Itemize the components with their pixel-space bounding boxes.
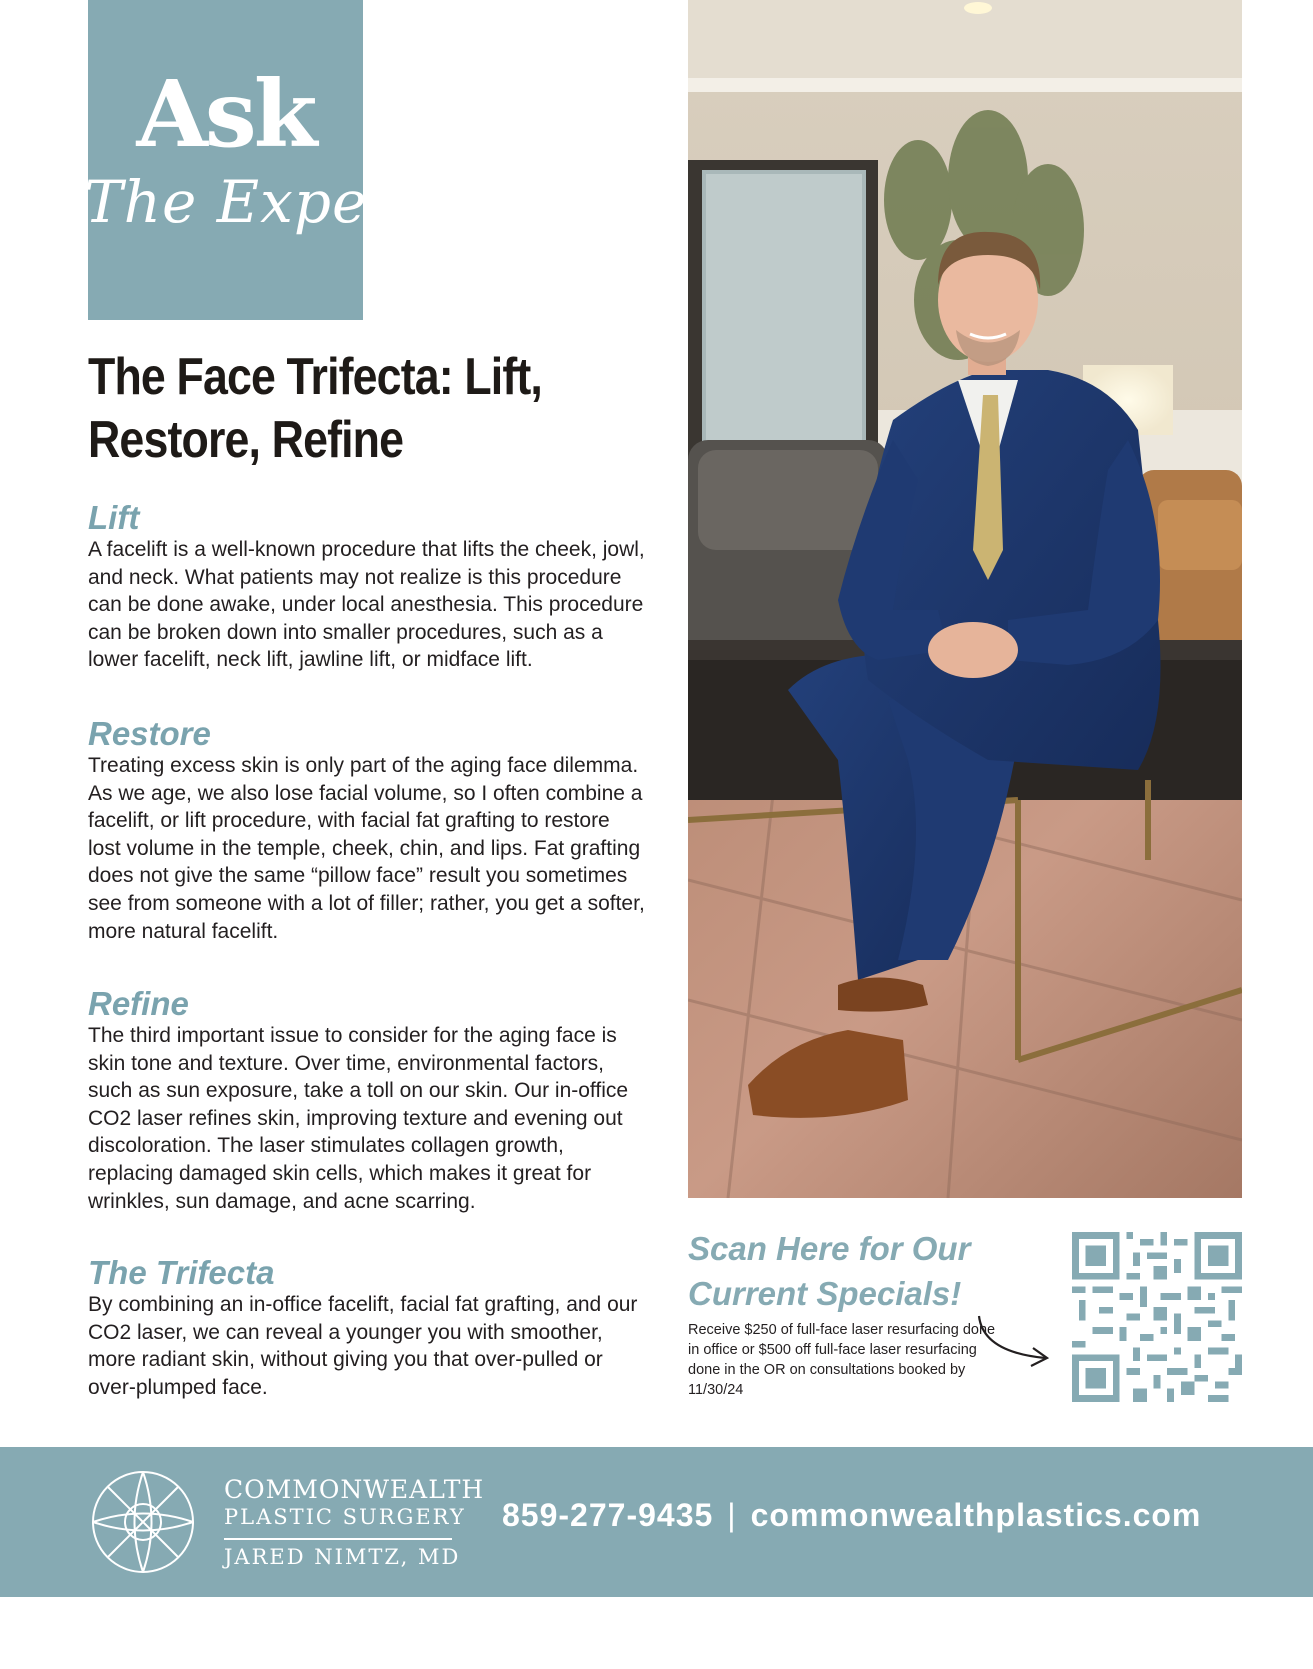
logo-line-plastic-surgery: PLASTIC SURGERY	[224, 1505, 466, 1529]
section-body: Treating excess skin is only part of the aging face dilemma. As we age, we also lose facial volume, so I often combine a facelift, or lift procedure, with facial fat grafting to restore lost volume in the temple, cheek, chin, and lips. Fat grafting does not give the same “pillow face” result you sometimes see from someone with a lot of filler; rather, you get a softer, more natural facelift.	[88, 754, 645, 943]
section-heading: Refine	[88, 985, 189, 1022]
section-heading: Restore	[88, 715, 211, 752]
curved-arrow-icon	[975, 1312, 1055, 1372]
ask-the-expert-banner	[84, 0, 421, 320]
article-title: The Face Trifecta: Lift, Restore, Refine	[88, 348, 542, 469]
section-body: By combining an in-office facelift, facial fat grafting, and our CO2 laser, we can reveal a younger you with smoother, more radiant skin, without giving you that over-pulled or over-plumped face.	[88, 1293, 638, 1399]
contact-separator: |	[727, 1497, 737, 1533]
doctor-photo-illustration	[688, 0, 1242, 1198]
section-the-trifecta	[88, 1255, 648, 1401]
logo-line-doctor-name: JARED NIMTZ, MD	[224, 1545, 461, 1569]
section-lift	[88, 500, 648, 674]
promo-text: Receive $250 of full-face laser resurfacing done in office or $500 off full-face laser resurfacing done in the OR on consultations booked by 11/30/24	[688, 1322, 996, 1398]
section-heading: Lift	[88, 499, 140, 536]
phone-number[interactable]: 859-277-9435	[502, 1497, 714, 1533]
starburst-logo-icon	[90, 1469, 196, 1575]
contact-info	[502, 1497, 1201, 1534]
qr-code-icon[interactable]	[1072, 1232, 1242, 1402]
footer-bar	[0, 1447, 1313, 1597]
promo-title: Scan Here for Our Current Specials!	[688, 1230, 971, 1312]
section-heading: The Trifecta	[88, 1254, 275, 1291]
doctor-photo	[688, 0, 1242, 1198]
logo-line-commonwealth: COMMONWEALTH	[224, 1475, 485, 1504]
section-refine	[88, 986, 648, 1215]
banner-ask-text: Ask	[136, 60, 315, 168]
section-body: A facelift is a well-known procedure that lifts the cheek, jowl, and neck. What patients may not realize is this procedure can be done awake, under local anesthesia. This procedure can be broken down into smaller procedures, such as a lower facelift, neck lift, jawline lift, or midface lift.	[88, 538, 645, 672]
website-link[interactable]: commonwealthplastics.com	[750, 1497, 1202, 1533]
section-body: The third important issue to consider for the aging face is skin tone and texture. Over time, environmental factors, such as sun exposure, take a toll on our skin. Our in-office CO2 laser refines skin, improving texture and evening out discoloration. The laser stimulates collagen growth, replacing damaged skin cells, which makes it great for wrinkles, sun damage, and acne scarring.	[88, 1024, 629, 1213]
logo-divider	[224, 1538, 452, 1540]
section-restore	[88, 716, 648, 945]
banner-the-expert-text: The Expert	[84, 168, 421, 236]
